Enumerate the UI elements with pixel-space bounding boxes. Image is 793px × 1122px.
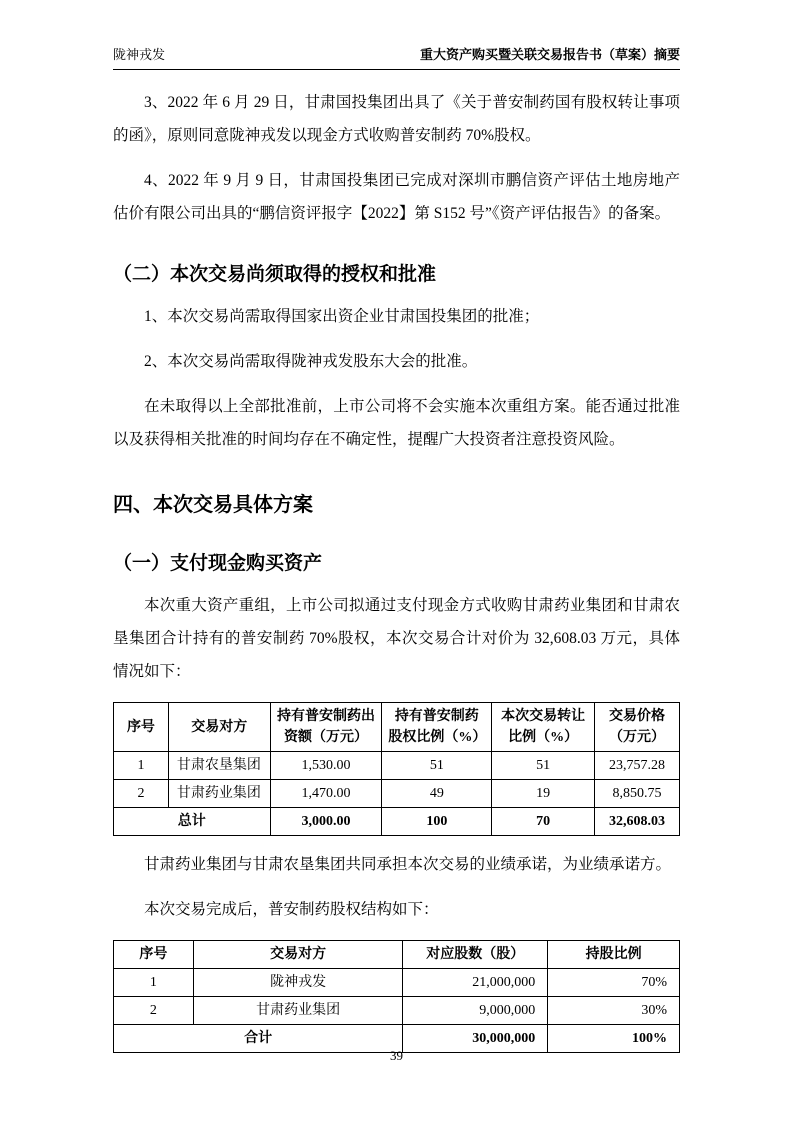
paragraph-risk-note: 在未取得以上全部批准前，上市公司将不会实施本次重组方案。能否通过批准以及获得相关批准的时间均存在不确定性，提醒广大投资者注意投资风险。: [113, 398, 680, 448]
header-company-name: 陇神戎发: [113, 47, 166, 62]
cell-counterparty: 甘肃药业集团: [168, 780, 270, 808]
cell-capital: 1,530.00: [270, 752, 382, 780]
cell-total-shares: 30,000,000: [403, 1025, 548, 1053]
table-row: [114, 969, 680, 997]
cell-total-capital: 3,000.00: [270, 808, 382, 836]
cell-total-label: 合计: [114, 1025, 403, 1053]
cell-transfer-ratio: 51: [492, 752, 595, 780]
column-header-counterparty: 交易对方: [168, 703, 270, 752]
heading-transaction-plan: 四、本次交易具体方案: [113, 494, 313, 516]
table-total-row: [114, 808, 680, 836]
paragraph-approval-2: 2、本次交易尚需取得陇神戎发股东大会的批准。: [144, 353, 478, 370]
cell-counterparty: 陇神戎发: [193, 969, 403, 997]
paragraph-approval-1: 1、本次交易尚需取得国家出资企业甘肃国投集团的批准；: [144, 308, 540, 325]
cell-index: 2: [114, 780, 169, 808]
cell-price: 8,850.75: [595, 780, 680, 808]
table-header-row: [114, 941, 680, 969]
heading-approvals: （二）本次交易尚须取得的授权和批准: [113, 264, 437, 285]
cell-total-ratio: 100%: [548, 1025, 680, 1053]
cell-counterparty: 甘肃药业集团: [193, 997, 403, 1025]
cell-total-transfer-ratio: 70: [492, 808, 595, 836]
column-header-price: 交易价格（万元）: [595, 703, 680, 752]
paragraph-equity-structure-intro: 本次交易完成后，普安制药股权结构如下：: [144, 901, 439, 918]
cell-total-equity-ratio: 100: [382, 808, 492, 836]
table-row: [114, 997, 680, 1025]
cell-price: 23,757.28: [595, 752, 680, 780]
cell-equity-ratio: 51: [382, 752, 492, 780]
column-header-equity-ratio: 持有普安制药股权比例（%）: [382, 703, 492, 752]
column-header-index: 序号: [114, 941, 194, 969]
column-header-counterparty: 交易对方: [193, 941, 403, 969]
column-header-shareholding-ratio: 持股比例: [548, 941, 680, 969]
cell-equity-ratio: 49: [382, 780, 492, 808]
column-header-index: 序号: [114, 703, 169, 752]
cell-index: 1: [114, 752, 169, 780]
paragraph-item-4: 4、2022 年 9 月 9 日，甘肃国投集团已完成对深圳市鹏信资产评估土地房地产估价有限公司出具的“鹏信资评报字【2022】第 S152 号”《资产评估报告》的备案。: [113, 172, 680, 222]
cell-capital: 1,470.00: [270, 780, 382, 808]
paragraph-item-3: 3、2022 年 6 月 29 日，甘肃国投集团出具了《关于普安制药国有股权转让事项的函》，原则同意陇神戎发以现金方式收购普安制药 70%股权。: [113, 94, 680, 144]
header-divider: [113, 69, 680, 70]
equity-structure-table: [113, 940, 680, 1053]
cell-index: 1: [114, 969, 194, 997]
column-header-shares: 对应股数（股）: [403, 941, 548, 969]
table-header-row: [114, 703, 680, 752]
column-header-transfer-ratio: 本次交易转让比例（%）: [492, 703, 595, 752]
transaction-detail-table: [113, 702, 680, 836]
paragraph-purchase-intro: 本次重大资产重组，上市公司拟通过支付现金方式收购甘肃药业集团和甘肃农垦集团合计持有的普安制药 70%股权，本次交易合计对价为 32,608.03 万元，具体情况如下：: [113, 597, 680, 680]
cell-ratio: 70%: [548, 969, 680, 997]
cell-shares: 21,000,000: [403, 969, 548, 997]
cell-index: 2: [114, 997, 194, 1025]
cell-total-price: 32,608.03: [595, 808, 680, 836]
page-header: [113, 46, 680, 64]
cell-shares: 9,000,000: [403, 997, 548, 1025]
column-header-capital: 持有普安制药出资额（万元）: [270, 703, 382, 752]
table-row: [114, 780, 680, 808]
cell-transfer-ratio: 19: [492, 780, 595, 808]
page-number: 39: [390, 1048, 403, 1063]
cell-ratio: 30%: [548, 997, 680, 1025]
header-document-title: 重大资产购买暨关联交易报告书（草案）摘要: [419, 47, 680, 62]
cell-total-label: 总计: [114, 808, 271, 836]
table-row: [114, 752, 680, 780]
cell-counterparty: 甘肃农垦集团: [168, 752, 270, 780]
paragraph-performance-commitment: 甘肃药业集团与甘肃农垦集团共同承担本次交易的业绩承诺，为业绩承诺方。: [144, 856, 672, 873]
heading-cash-purchase: （一）支付现金购买资产: [113, 553, 323, 574]
